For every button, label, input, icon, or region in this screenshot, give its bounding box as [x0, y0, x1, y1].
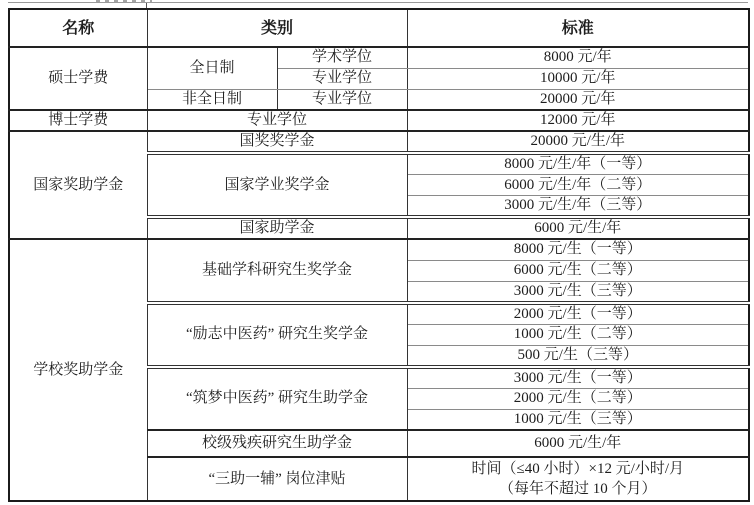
- cell-category: “励志中医药” 研究生奖学金: [147, 303, 407, 367]
- cropped-row-rule-remnant: [8, 2, 748, 3]
- cell-standard: 3000 元/生（一等）: [407, 367, 749, 389]
- cell-section-name: 硕士学费: [9, 47, 147, 110]
- cell-standard: 2000 元/生（二等）: [407, 388, 749, 409]
- cell-category: “三助一辅” 岗位津贴: [147, 457, 407, 501]
- table-row: [9, 110, 749, 131]
- cell-section-name: 博士学费: [9, 110, 147, 131]
- cell-standard: 3000 元/生（三等）: [407, 281, 749, 303]
- cell-standard: 12000 元/年: [407, 110, 749, 131]
- cell-standard: 500 元/生（三等）: [407, 345, 749, 367]
- table-row: [9, 131, 749, 153]
- cell-degree: 学术学位: [277, 47, 407, 68]
- cell-category: 国家学业奖学金: [147, 153, 407, 217]
- standard-line-1: 时间（≤40 小时）×12 元/小时/月: [471, 461, 685, 477]
- cell-standard: 20000 元/年: [407, 89, 749, 110]
- table-header-row: [9, 9, 749, 47]
- cropped-text-remnant: [96, 0, 152, 2]
- header-cell-name: 名称: [9, 9, 147, 47]
- cell-mode: 非全日制: [147, 89, 277, 110]
- cell-category: 基础学科研究生奖学金: [147, 239, 407, 303]
- cell-standard: 20000 元/生/年: [407, 131, 749, 153]
- cell-degree: 专业学位: [277, 89, 407, 110]
- cell-standard: 1000 元/生（三等）: [407, 409, 749, 430]
- cell-category: 国家助学金: [147, 217, 407, 239]
- cell-standard: 6000 元/生/年（二等）: [407, 175, 749, 196]
- tuition-scholarship-table: [8, 8, 750, 502]
- cell-category: “筑梦中医药” 研究生助学金: [147, 367, 407, 431]
- table-row: [9, 239, 749, 260]
- cell-standard: 6000 元/生（二等）: [407, 260, 749, 281]
- cell-standard: 6000 元/生/年: [407, 430, 749, 457]
- cell-standard: 8000 元/年: [407, 47, 749, 68]
- cell-standard: 6000 元/生/年: [407, 217, 749, 239]
- header-cell-category: 类别: [147, 9, 407, 47]
- standard-line-2: （每年不超过 10 个月）: [499, 481, 657, 497]
- cell-category: 专业学位: [147, 110, 407, 131]
- cell-standard: 8000 元/生（一等）: [407, 239, 749, 260]
- cell-section-name: 学校奖助学金: [9, 239, 147, 501]
- cell-category: 校级残疾研究生助学金: [147, 430, 407, 457]
- header-cell-standard: 标准: [407, 9, 749, 47]
- cell-standard: 2000 元/生（一等）: [407, 303, 749, 325]
- cell-standard: 1000 元/生（二等）: [407, 324, 749, 345]
- cell-standard: [407, 457, 749, 501]
- cell-standard: 8000 元/生/年（一等）: [407, 153, 749, 175]
- cell-standard: 10000 元/年: [407, 68, 749, 89]
- cell-degree: 专业学位: [277, 68, 407, 89]
- cell-section-name: 国家奖助学金: [9, 131, 147, 239]
- cell-standard: 3000 元/生/年（三等）: [407, 196, 749, 218]
- cell-mode: 全日制: [147, 47, 277, 89]
- cell-category: 国奖奖学金: [147, 131, 407, 153]
- table-row: [9, 47, 749, 68]
